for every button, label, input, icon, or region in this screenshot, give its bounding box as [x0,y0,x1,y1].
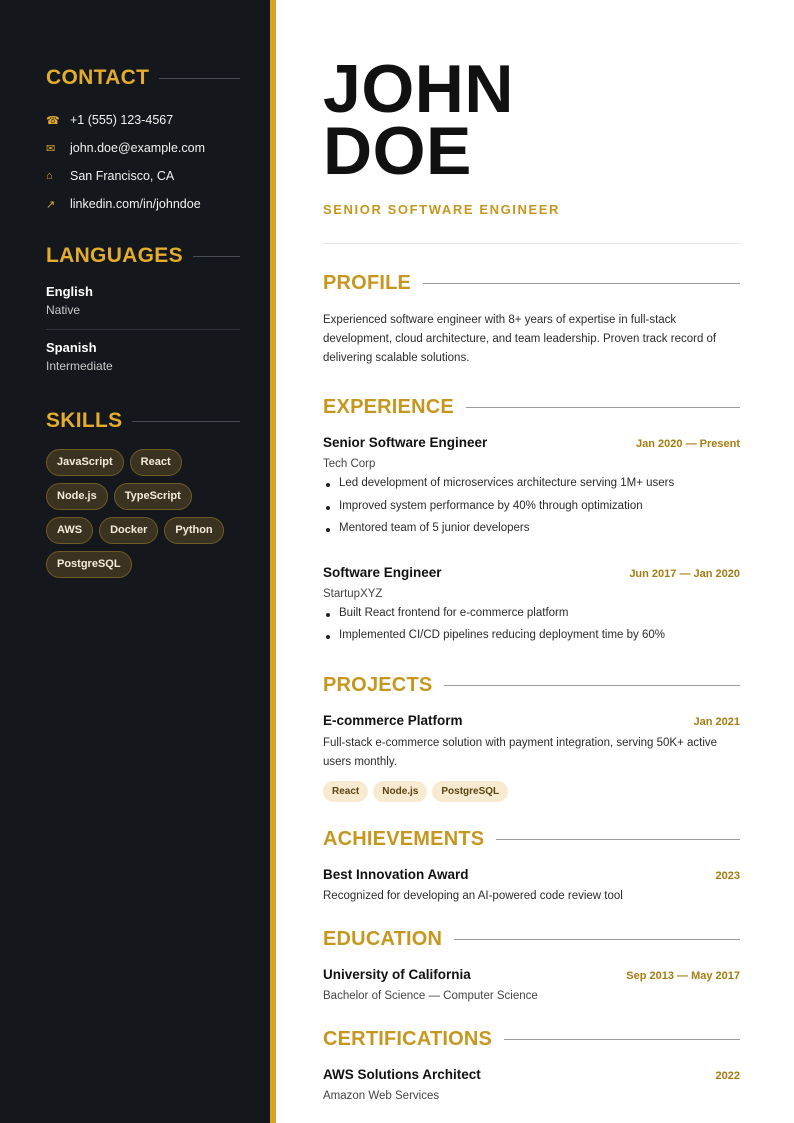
achievement-year: 2023 [715,869,740,882]
certification-issuer: Amazon Web Services [323,1089,440,1102]
skill-chip: JavaScript [46,449,124,476]
bullet-item: Implemented CI/CD pipelines reducing deployment time by 60% [323,629,740,652]
contact-email[interactable] [46,134,240,162]
bullet-item: Mentored team of 5 junior developers [323,522,740,545]
contact-location [46,162,240,190]
email-icon: ✉ [46,142,56,155]
entry-header [323,713,740,728]
project-date: Jan 2021 [693,715,740,728]
language-item [46,284,240,330]
certification-name: AWS Solutions Architect [323,1066,481,1082]
full-name [323,51,740,189]
tech-tag: PostgreSQL [432,781,508,802]
language-level: Native [46,303,81,317]
contact-section-heading [46,66,240,90]
experience-entry [323,565,740,652]
job-dates: Jan 2020 — Present [636,438,740,450]
heading-rule [159,78,240,79]
achievement-entry [323,867,740,902]
education-section-heading [323,928,740,951]
achievement-description: Recognized for developing an AI-powered code review tool [323,889,623,902]
job-title: SENIOR SOFTWARE ENGINEER [323,202,561,217]
projects-section-heading [323,674,740,697]
education-heading: EDUCATION [323,927,443,950]
entry-header [323,967,740,982]
phone-text: +1 (555) 123-4567 [70,113,174,127]
experience-entry [323,435,740,545]
experience-section-heading [323,396,740,419]
project-entry [323,713,740,802]
skill-chip: TypeScript [114,483,192,510]
job-role: Software Engineer [323,564,442,580]
heading-rule [504,1039,740,1040]
heading-rule [496,839,740,840]
certifications-heading: CERTIFICATIONS [323,1027,493,1050]
job-role: Senior Software Engineer [323,435,488,450]
skills-list [46,449,242,578]
skill-chip: AWS [46,517,93,544]
projects-heading: PROJECTS [323,673,433,696]
tech-tag: React [323,781,368,802]
profile-text: Experienced software engineer with 8+ years of expertise in full-stack development, cloud architecture, and team leadership. Proven track record of delivering scalable solutions. [323,314,717,364]
project-name: E-commerce Platform [323,712,463,728]
company-name: Tech Corp [323,458,376,470]
entry-header [323,565,740,580]
degree: Bachelor of Science — Computer Science [323,989,538,1002]
achievements-heading: ACHIEVEMENTS [323,827,485,850]
skills-section-heading [46,409,240,433]
heading-rule [454,939,740,940]
main-content [323,51,740,1102]
language-name: English [46,284,93,299]
profile-heading: PROFILE [323,272,412,294]
heading-rule [466,407,740,408]
first-name: JOHN [323,51,514,127]
skill-chip: PostgreSQL [46,551,132,578]
bullet-item: Led development of microservices architecture serving 1M+ users [323,477,740,500]
skill-chip: React [130,449,182,476]
language-name: Spanish [46,340,97,355]
heading-rule [132,421,240,422]
project-description: Full-stack e-commerce solution with payment integration, serving 50K+ active users monthly. [323,736,718,768]
skill-chip: Docker [99,517,158,544]
school-name: University of California [323,966,471,982]
linkedin-text[interactable]: linkedin.com/in/johndoe [70,197,201,211]
entry-header [323,867,740,882]
language-item [46,340,240,385]
profile-section-heading [323,272,740,295]
certifications-section-heading [323,1028,740,1051]
contact-linkedin[interactable] [46,190,240,218]
languages-heading: LANGUAGES [46,244,183,267]
home-icon: ⌂ [46,170,53,182]
heading-rule [444,685,740,686]
accent-divider [270,0,276,1123]
job-bullets [323,477,740,545]
last-name: DOE [323,113,472,189]
bullet-item: Improved system performance by 40% through optimization [323,500,740,523]
education-entry [323,967,740,1002]
certification-entry [323,1067,740,1102]
language-level: Intermediate [46,359,113,373]
experience-heading: EXPERIENCE [323,396,454,418]
sidebar [0,0,270,1123]
contact-phone [46,106,240,134]
location-text: San Francisco, CA [70,169,175,183]
skill-chip: Python [164,517,223,544]
project-tags [323,781,740,802]
heading-rule [193,256,240,257]
education-dates: Sep 2013 — May 2017 [626,969,740,982]
language-list [46,284,240,385]
company-name: StartupXYZ [323,587,383,600]
entry-header [323,1067,740,1082]
achievements-section-heading [323,828,740,851]
achievement-name: Best Innovation Award [323,866,469,882]
languages-section-heading [46,244,240,268]
contact-list [46,106,240,218]
heading-rule [423,283,740,284]
contact-heading: CONTACT [46,66,150,89]
job-dates: Jun 2017 — Jan 2020 [629,567,740,580]
job-bullets [323,607,740,652]
phone-icon: ☎ [46,114,60,127]
email-text[interactable]: john.doe@example.com [70,141,205,155]
header-divider [323,243,740,244]
bullet-item: Built React frontend for e-commerce platform [323,607,740,630]
certification-year: 2022 [715,1069,740,1082]
tech-tag: Node.js [373,781,427,802]
link-icon: ↗ [46,198,56,211]
entry-header [323,435,740,450]
skill-chip: Node.js [46,483,108,510]
skills-heading: SKILLS [46,409,123,432]
